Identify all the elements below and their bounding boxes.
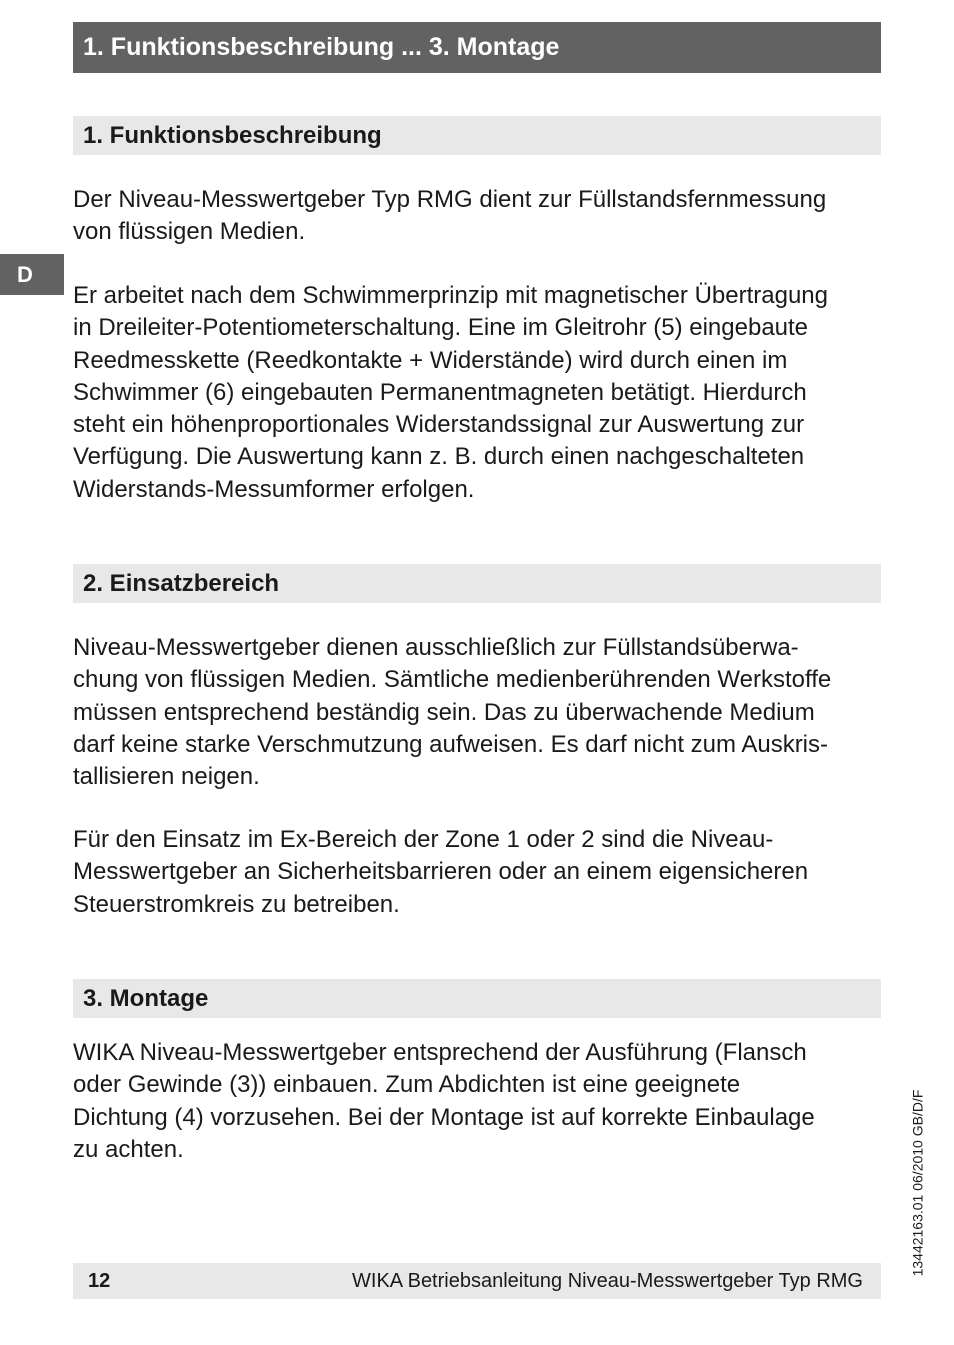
language-tab: D [0, 254, 64, 295]
document-code-vertical [906, 1076, 928, 1290]
footer-document-title: WIKA Betriebsanleitung Niveau-Messwertgeber Typ RMG [352, 1269, 863, 1292]
section-heading-montage: 3. Montage [73, 979, 881, 1018]
paragraph-einsatz-2: Für den Einsatz im Ex-Bereich der Zone 1 oder 2 sind die Niveau- Messwertgeber an Sicherheitsbarrieren oder an einem eigensicheren Steuerstromkreis zu betreiben. [73, 826, 809, 918]
paragraph-montage-1: WIKA Niveau-Messwertgeber entsprechend der Ausführung (Flansch oder Gewinde (3)) einbauen. Zum Abdichten ist eine geeignete Dichtung (4) vorzusehen. Bei der Montage ist auf korrekte Einbaulage zu achten. [73, 1039, 815, 1163]
page-header-title: 1. Funktionsbeschreibung ... 3. Montage [73, 22, 881, 73]
paragraph-funktion-1: Der Niveau-Messwertgeber Typ RMG dient zur Füllstandsfernmessung von flüssigen Medien. [73, 186, 827, 246]
page-footer [73, 1263, 881, 1299]
page-number: 12 [88, 1269, 111, 1292]
section-heading-einsatzbereich: 2. Einsatzbereich [73, 564, 881, 603]
paragraph-einsatz-1: Niveau-Messwertgeber dienen ausschließlich zur Füllstandsüberwa- chung von flüssigen Medien. Sämtliche medienberührenden Werkstoffe müssen entsprechend beständig sein. Das zu überwachende Medium darf keine starke Verschmutzung aufweisen. Es darf nicht zum Auskris- tallisieren neigen. [73, 634, 832, 791]
document-code-text: 13442163.01 06/2010 GB/D/F [909, 1089, 925, 1277]
section-heading-funktionsbeschreibung: 1. Funktionsbeschreibung [73, 116, 881, 155]
paragraph-funktion-2: Er arbeitet nach dem Schwimmerprinzip mit magnetischer Übertragung in Dreileiter-Potentiometerschaltung. Eine im Gleitrohr (5) eingebaute Reedmesskette (Reedkontakte + Widerstände) wird durch einen im Schwimmer (6) eingebauten Permanentmagneten betätigt. Hierdurch steht ein höhenproportionales Widerstandssignal zur Auswertung zur Verfügung. Die Auswertung kann z. B. durch einen nachgeschalteten Widerstands-Messumformer erfolgen. [73, 282, 828, 503]
